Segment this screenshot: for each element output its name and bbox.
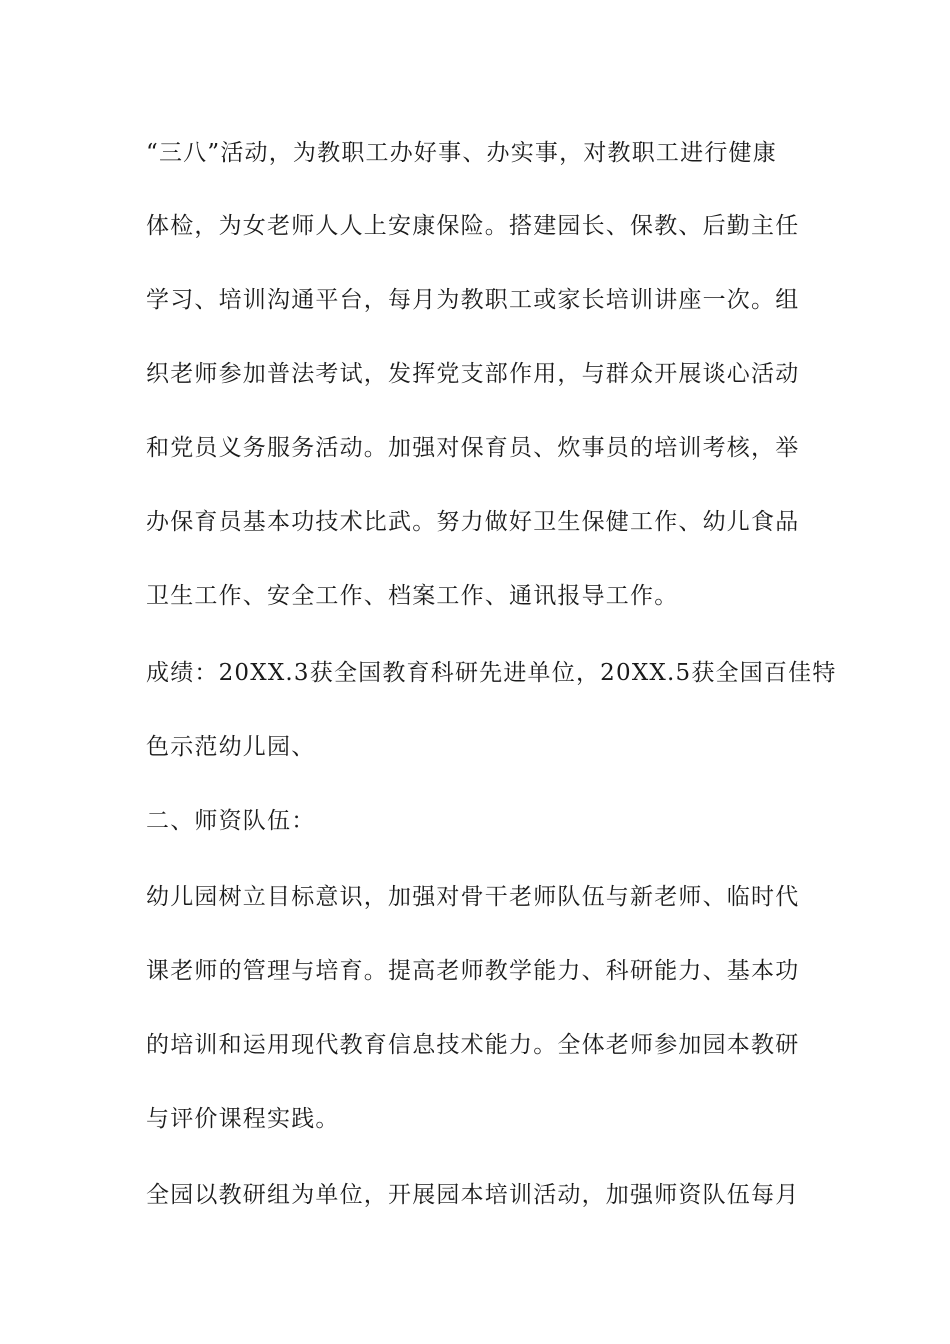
text-line: “三八”活动，为教职工办好事、办实事，对教职工进行健康 [146, 140, 777, 166]
text-line: 课老师的管理与培育。提高老师教学能力、科研能力、基本功 [146, 958, 800, 984]
text-line: 幼儿园树立目标意识，加强对骨干老师队伍与新老师、临时代 [146, 884, 800, 910]
text-line: 织老师参加普法考试，发挥党支部作用，与群众开展谈心活动 [146, 361, 800, 387]
text-line: 体检，为女老师人人上安康保险。搭建园长、保教、后勤主任 [146, 213, 800, 239]
text-line: 色示范幼儿园、 [146, 734, 316, 760]
text-line: 办保育员基本功技术比武。努力做好卫生保健工作、幼儿食品 [146, 509, 800, 535]
text-line: 的培训和运用现代教育信息技术能力。全体老师参加园本教研 [146, 1032, 800, 1058]
section-heading: 二、师资队伍： [146, 808, 316, 834]
text-line: 全园以教研组为单位，开展园本培训活动，加强师资队伍每月 [146, 1182, 800, 1208]
text-line: 卫生工作、安全工作、档案工作、通讯报导工作。 [146, 583, 679, 609]
achievements-line: 成绩：20XX.3获全国教育科研先进单位，20XX.5获全国百佳特 [146, 660, 837, 686]
text-line: 学习、培训沟通平台，每月为教职工或家长培训讲座一次。组 [146, 287, 800, 313]
text-line: 与评价课程实践。 [146, 1106, 340, 1132]
text-line: 和党员义务服务活动。加强对保育员、炊事员的培训考核，举 [146, 435, 800, 461]
